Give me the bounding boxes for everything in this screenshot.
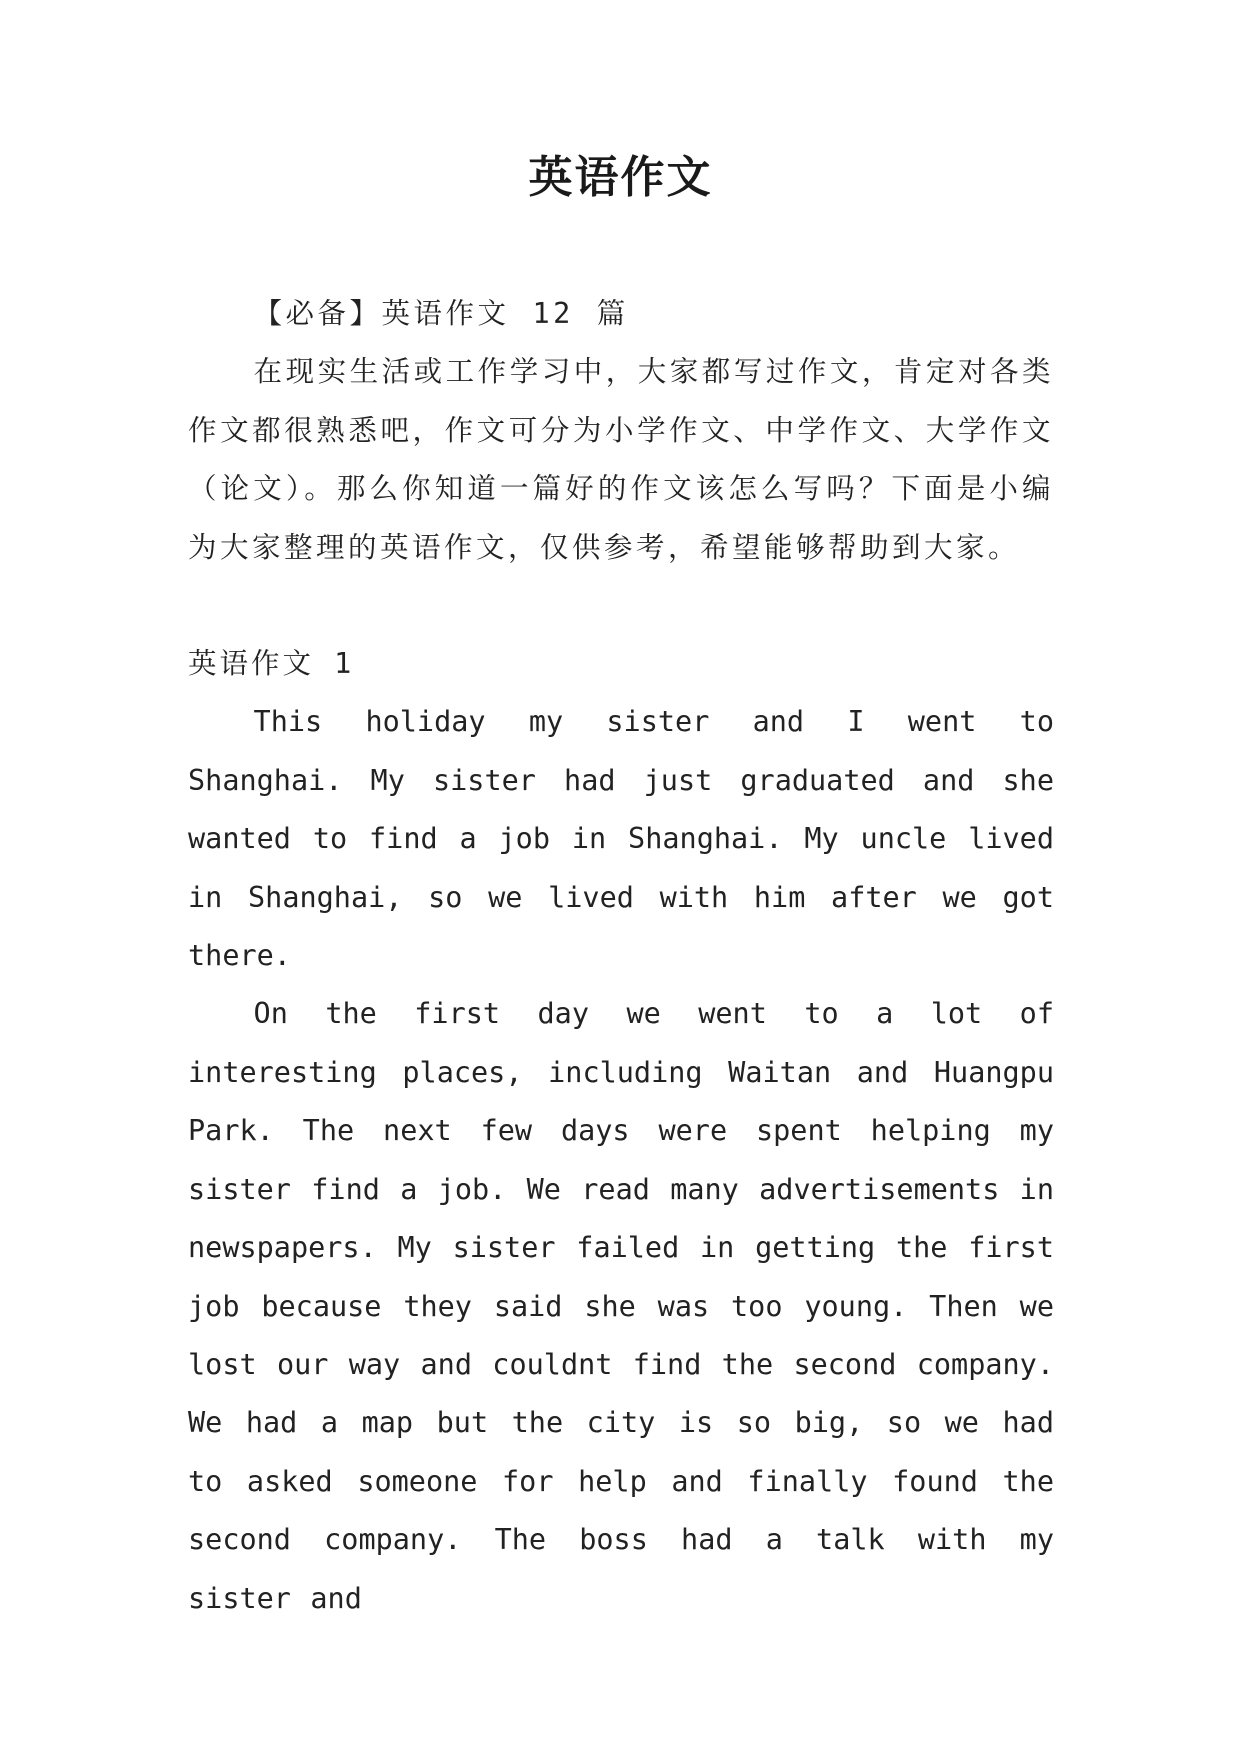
section-heading: 英语作文 1	[188, 647, 355, 681]
intro-paragraph: 在现实生活或工作学习中，大家都写过作文，肯定对各类作文都很熟悉吧，作文可分为小学作文、中学作文、大学作文（论文）。那么你知道一篇好的作文该怎么写吗？下面是小编为大家整理的英语作文，仅供参考，希望能够帮助到大家。	[188, 355, 1054, 564]
essay-paragraph-1: This holiday my sister and I went to Shanghai. My sister had just graduated and she wanted to find a job in Shanghai. My uncle lived in Shanghai, so we lived with him after we got there.	[188, 705, 1054, 973]
document-title: 英语作文	[528, 152, 713, 203]
subtitle-line: 【必备】英语作文 12 篇	[253, 297, 629, 330]
document-body	[188, 285, 1054, 1628]
essay-paragraph-2: On the first day we went to a lot of interesting places, including Waitan and Huangpu Park. The next few days were spent helping my sister find a job. We read many advertisements in newspapers. My sister failed in getting the first job because they said she was too young. Then we lost our way and couldnt find the second company. We had a map but the city is so big, so we had to asked someone for help and finally found the second company. The boss had a talk with my sister and	[188, 997, 1054, 1615]
section-spacer	[188, 577, 1054, 635]
